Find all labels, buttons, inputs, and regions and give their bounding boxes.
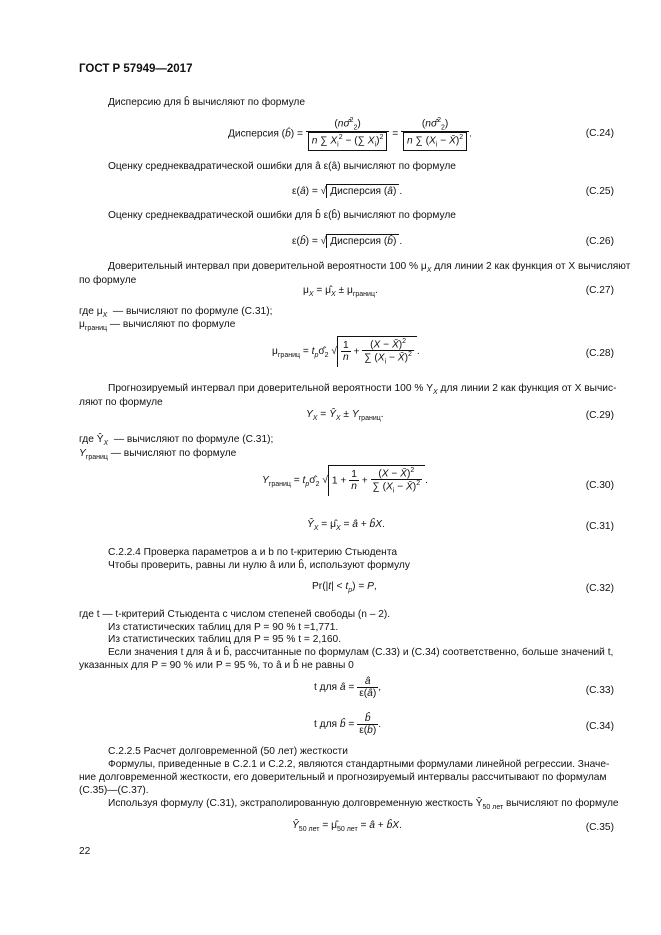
section-heading: С.2.2.5 Расчет долговременной (50 лет) жесткости xyxy=(108,746,348,757)
text-line: ние долговременной жесткости, его доверительный и прогнозируемый интервалы рассчитывают по формулам xyxy=(79,772,607,783)
equation-c35: $Ŷ_{50 лет}$ = $\mû_{50 лет}$ = â + b̂X. xyxy=(292,820,402,834)
text-line: Доверительный интервал при доверительной вероятности 100 % $\mu_X$ для линии 2 как функция от X вычисляют xyxy=(108,261,631,275)
equation-c28: $\mu_{границ}$ = $t_p\sigmâ_2$ √ $\frac{1}{n}$ + $\frac{(X - X̄)^2}{\sum (X_i - X̄)^2}$ . xyxy=(272,338,420,366)
equation-number: (С.24) xyxy=(585,128,614,139)
equation-c34: t для b̂ = $\frac{b̂}{\varepsilon(b̂)}$ . xyxy=(314,713,382,736)
equation-number: (С.27) xyxy=(585,285,614,296)
equation-number: (С.32) xyxy=(585,583,614,594)
text-line: Прогнозируемый интервал при доверительной вероятности 100 % $Y_X$ для линии 2 как функция от X вычис- xyxy=(108,383,617,397)
equation-c26: ε(b̂) = √ Дисперсия (b̂) . xyxy=(292,236,403,247)
text-line: (С.35)—(С.37). xyxy=(79,785,149,796)
equation-c25: ε(â) = √ Дисперсия (â) . xyxy=(292,186,403,197)
equation-number: (С.33) xyxy=(585,685,614,696)
text-line: $Y_{границ}$ — вычисляют по формуле xyxy=(79,448,237,462)
equation-c27: $\mu_X$ = $\mû_X \pm \mu_{границ}$. xyxy=(303,285,378,299)
text-line: $\mu_{границ}$ — вычисляют по формуле xyxy=(79,319,236,333)
equation-number: (С.29) xyxy=(585,410,614,421)
equation-c30: $Y_{границ}$ = $t_p\sigmâ_2$ √1 + $\frac{1}{n}$ + $\frac{(X - X̄)^2}{\sum (X_i - X̄)^2}$ . xyxy=(262,467,428,495)
equation-number: (С.35) xyxy=(585,822,614,833)
text-line: Если значения t для â и b̂, рассчитанные по формулам (С.33) и (С.34) соответственно, больше значений t, xyxy=(108,647,614,658)
text-line: Дисперсию для b̂ вычисляют по формуле xyxy=(108,97,306,108)
text-line: Формулы, приведенные в С.2.1 и С.2.2, являются стандартными формулами линейной регрессии. Значе- xyxy=(108,759,610,770)
section-heading: С.2.2.4 Проверка параметров a и b по t-критерию Стьюдента xyxy=(108,547,398,558)
equation-number: (С.25) xyxy=(585,186,614,197)
text-line: Оценку среднеквадратической ошибки для b̂ ε(b̂) вычисляют по формуле xyxy=(108,210,456,221)
equation-c24: Дисперсия (b̂) = $\frac{(n\sigmâ^2_2)}{n \sum X_i^2 - (\sum X_i)^2}$ = $\frac{(n\sigmâ^2_2)}{n \sum (X_i - X̄)^2}$ . xyxy=(228,117,472,149)
text-line: Используя формулу (С.31), экстраполированную долговременную жесткость $Ŷ_{50 лет}$ вычисляют по формуле xyxy=(108,798,619,812)
equation-c32: $Pr(|t| < t_p) = P$, xyxy=(312,581,377,595)
text-line: Из статистических таблиц для P = 95 % t = 2,160. xyxy=(108,634,342,645)
equation-number: (С.30) xyxy=(585,480,614,491)
equation-c31: $Ŷ_X$ = $\mû_X$ = â + b̂X. xyxy=(307,519,385,533)
equation-number: (С.34) xyxy=(585,721,614,732)
text-line: где $Ŷ_X$ — вычисляют по формуле (С.31); xyxy=(79,434,274,448)
text-line: где $\mu_X$ — вычисляют по формуле (С.31); xyxy=(79,306,273,320)
text-line: Оценку среднеквадратической ошибки для â ε(â) вычисляют по формуле xyxy=(108,161,456,172)
text-line: ляют по формуле xyxy=(79,397,163,408)
text-line: Чтобы проверить, равны ли нулю â или b̂, используют формулу xyxy=(108,560,410,571)
equation-c33: t для â = $\frac{â}{\varepsilon(â)}$ , xyxy=(314,676,382,699)
text-line: по формуле xyxy=(79,275,137,286)
equation-number: (С.28) xyxy=(585,348,614,359)
text-line: Из статистических таблиц для P = 90 % t =1,771. xyxy=(108,622,339,633)
page-number: 22 xyxy=(79,846,91,857)
text-line: где t — t-критерий Стьюдента с числом степеней свободы (n – 2). xyxy=(79,609,391,620)
equation-number: (С.26) xyxy=(585,236,614,247)
text-line: указанных для P = 90 % или P = 95 %, то â и b̂ не равны 0 xyxy=(79,660,354,671)
equation-number: (С.31) xyxy=(585,521,614,532)
equation-c29: $Y_X$ = $Ŷ_X \pm Y_{границ}$. xyxy=(306,409,384,423)
document-header: ГОСТ Р 57949—2017 xyxy=(79,63,193,75)
